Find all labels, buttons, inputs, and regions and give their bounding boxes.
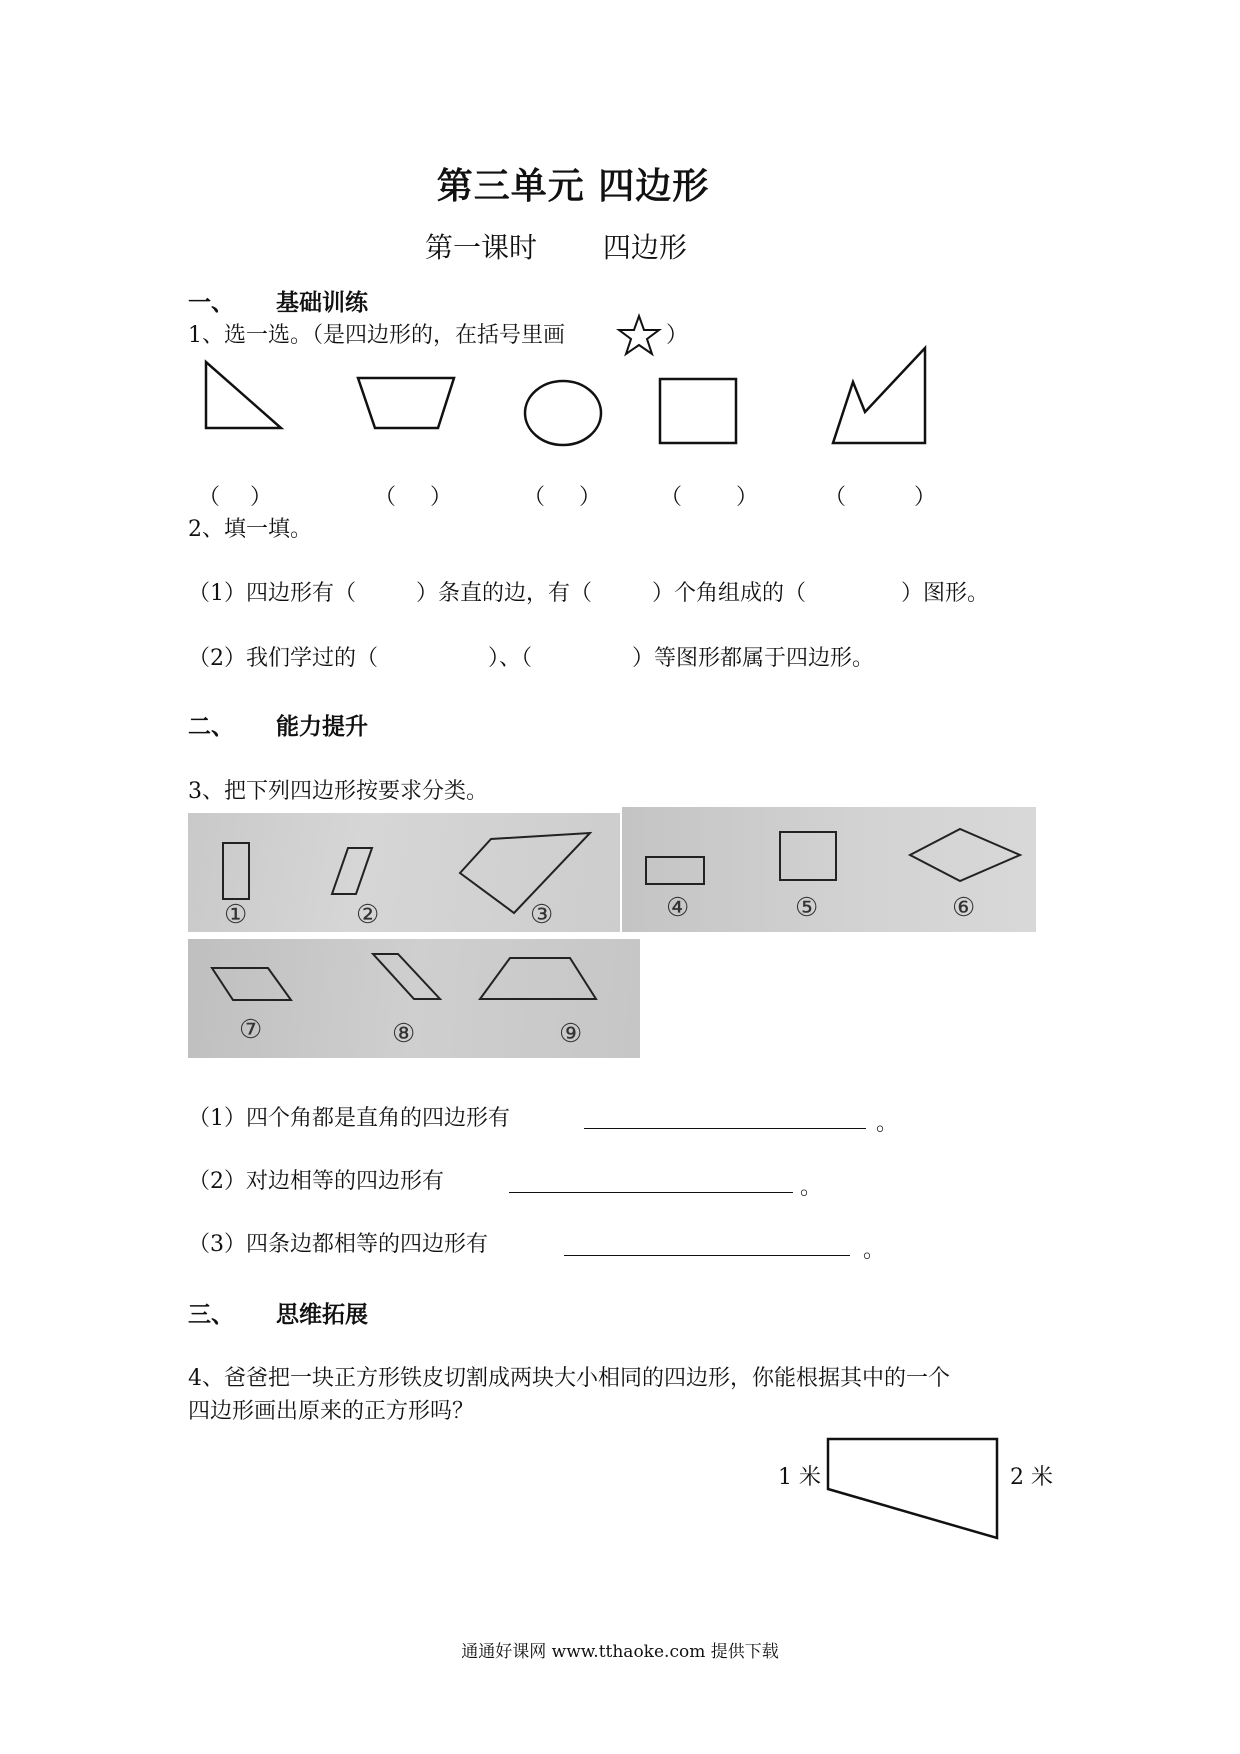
- shape-6-rhombus: [910, 829, 1020, 881]
- label-2: ②: [356, 900, 380, 930]
- question-1-prompt: 1、选一选。（是四边形的，在括号里画: [188, 323, 565, 348]
- question-3-item-1: （1）四个角都是直角的四边形有: [188, 1106, 510, 1131]
- shapes-photo-1: [188, 813, 620, 932]
- shape-7-parallelogram: [212, 968, 291, 1000]
- shape-5-square: [780, 832, 836, 880]
- answer-blank-2[interactable]: [509, 1192, 793, 1193]
- footer-text: 通通好课网 www.tthaoke.com 提供下载: [461, 1642, 779, 1662]
- label-5: ⑤: [795, 893, 819, 923]
- shape-4-rectangle: [646, 857, 704, 884]
- pentagon-shape: [833, 348, 925, 443]
- section-3-title: 思维拓展: [276, 1301, 368, 1328]
- section-2-number: 二、: [188, 713, 234, 740]
- label-7: ⑦: [239, 1015, 263, 1045]
- question-3-item-2: （2）对边相等的四边形有: [188, 1169, 444, 1194]
- page-title: 第三单元 四边形: [436, 165, 710, 207]
- paren-2[interactable]: （ ）: [374, 485, 453, 510]
- lesson-topic: 四边形: [602, 231, 687, 264]
- shape-9-trapezoid: [480, 958, 596, 999]
- trapezoid-shape: [358, 378, 454, 428]
- paren-1[interactable]: （ ）: [198, 485, 273, 510]
- section-3-number: 三、: [188, 1301, 234, 1328]
- square-shape: [660, 379, 736, 443]
- shape-2-parallelogram: [332, 848, 372, 894]
- section-1-title: 基础训练: [276, 289, 368, 316]
- right-side-label: 2 米: [1010, 1465, 1053, 1490]
- page-subtitle: [425, 226, 687, 266]
- question-2-item-1: （1）四边形有（ ）条直的边，有（ ）个角组成的（ ）图形。: [188, 581, 990, 606]
- q4-trapezoid-figure: [826, 1436, 1006, 1542]
- question-1-close: ）: [666, 323, 689, 348]
- section-2-title: 能力提升: [276, 713, 368, 740]
- question-2-text: 2、填一填。: [188, 517, 312, 542]
- label-1: ①: [224, 900, 248, 930]
- answer-blank-3[interactable]: [564, 1255, 850, 1256]
- left-side-label: 1 米: [778, 1465, 821, 1490]
- label-3: ③: [530, 900, 554, 930]
- label-9: ⑨: [559, 1019, 583, 1049]
- label-4: ④: [666, 893, 690, 923]
- question-3-item-2-end: 。: [800, 1175, 823, 1200]
- circle-shape: [525, 381, 601, 445]
- triangle-shape: [206, 362, 281, 428]
- paren-5[interactable]: （ ）: [824, 485, 937, 510]
- question-4-line-2: 四边形画出原来的正方形吗？: [188, 1399, 475, 1424]
- shape-8-parallelogram: [373, 954, 440, 999]
- label-6: ⑥: [952, 893, 976, 923]
- shapes-photo-3: [188, 939, 640, 1058]
- lesson-label: 第一课时: [425, 231, 538, 264]
- section-1-number: 一、: [188, 289, 234, 316]
- question-2-item-2: （2）我们学过的（ ）、（ ）等图形都属于四边形。: [188, 646, 875, 671]
- paren-3[interactable]: （ ）: [523, 485, 602, 510]
- q1-shapes: [190, 340, 950, 460]
- answer-blank-1[interactable]: [584, 1128, 866, 1129]
- label-8: ⑧: [392, 1019, 416, 1049]
- shapes-photo-2: [622, 807, 1036, 932]
- shape-3-quadrilateral: [460, 833, 590, 913]
- shape-1-rectangle: [223, 843, 249, 899]
- question-3-item-3-end: 。: [863, 1238, 886, 1263]
- question-3-text: 3、把下列四边形按要求分类。: [188, 779, 488, 804]
- question-3-item-3: （3）四条边都相等的四边形有: [188, 1232, 488, 1257]
- paren-4[interactable]: （ ）: [660, 485, 759, 510]
- question-3-item-1-end: 。: [876, 1111, 899, 1136]
- question-4-line-1: 4、爸爸把一块正方形铁皮切割成两块大小相同的四边形，你能根据其中的一个: [188, 1366, 950, 1391]
